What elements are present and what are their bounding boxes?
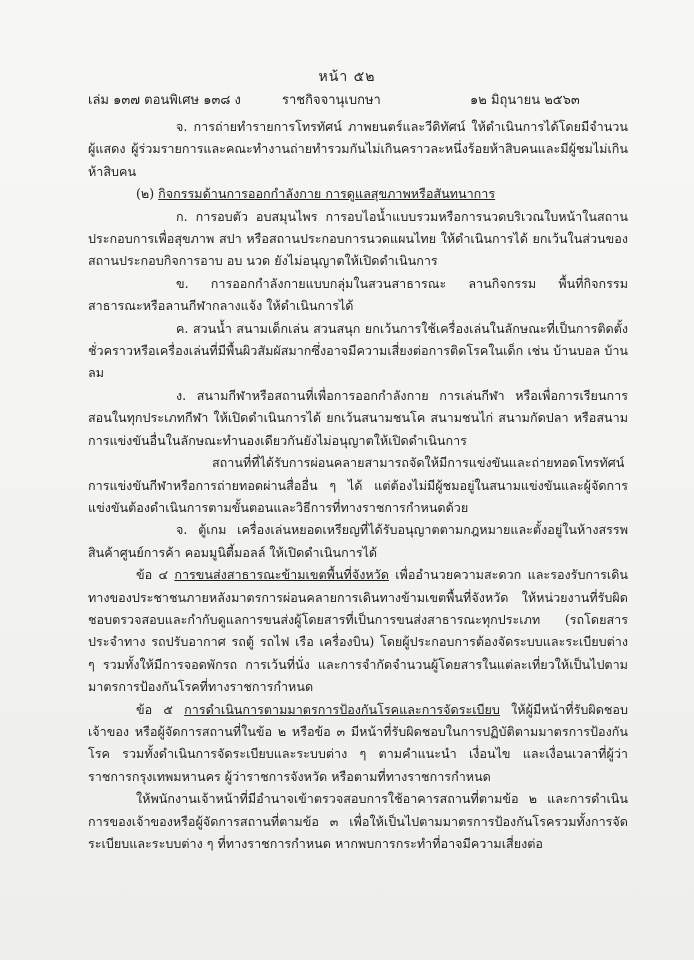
paragraph: [88, 519, 628, 564]
paragraph: [88, 206, 628, 273]
paragraph: [88, 788, 628, 855]
clause-heading: กิจกรรมด้านการออกกำลังกาย การดูแลสุขภาพหรือสันทนาการ: [158, 186, 496, 202]
clause-heading: การขนส่งสาธารณะข้ามเขตพื้นที่จังหวัด: [174, 567, 389, 583]
paragraph-text: จ. การถ่ายทำรายการโทรทัศน์ ภาพยนตร์และวีดิทัศน์ ให้ดำเนินการได้โดยมีจำนวนผู้แสดง ผู้ร่วมรายการและคณะทำงานถ่ายทำรวมกันไม่เกินคราวละหนึ่งร้อยห้าสิบคนและมีผู้ชมไม่เกินห้าสิบคน: [88, 119, 628, 179]
paragraph-text: ให้ผู้มีหน้าที่รับผิดชอบเจ้าของ หรือผู้จัดการสถานที่ในข้อ ๒ หรือข้อ ๓ มีหน้าที่รับผิดชอบในการปฏิบัติตามมาตรการป้องกันโรค รวมทั้งดำเนินการจัดระเบียบและระบบต่าง ๆ ตามคำแนะนำ เงื่อนไข และเงื่อนเวลาที่ผู้ว่าราชการกรุงเทพมหานคร ผู้ว่าราชการจังหวัด หรือตามที่ทางราชการกำหนด: [88, 701, 628, 784]
paragraph-text: สถานที่ที่ได้รับการผ่อนคลายสามารถจัดให้มีการแข่งขันและถ่ายทอดโทรทัศน์การแข่งขันกีฬาหรือการถ่ายทอดผ่านสื่ออื่น ๆ ได้ แต่ต้องไม่มีผู้ชมอยู่ในสนามแข่งขันและผู้จัดการแข่งขันต้องดำเนินการตามขั้นตอนและวิธีการที่ทางราชการกำหนดด้วย: [88, 455, 628, 515]
paragraph-text: ค. สวนน้ำ สนามเด็กเล่น สวนสนุก ยกเว้นการใช้เครื่องเล่นในลักษณะที่เป็นการติดตั้งชั่วคราวหรือเครื่องเล่นที่มีพื้นผิวสัมผัสมากซึ่งอาจมีความเสี่ยงต่อการติดโรคในเด็ก เช่น บ้านบอล บ้านลม: [88, 320, 628, 381]
paragraph-text: ง. สนามกีฬาหรือสถานที่เพื่อการออกกำลังกาย การเล่นกีฬา หรือเพื่อการเรียนการสอนในทุกประเภทกีฬา ให้เปิดดำเนินการได้ ยกเว้นสนามชนโค สนามชนไก่ สนามกัดปลา หรือสนามการแข่งขันอื่นในลักษณะทำนองเดียวกันยังไม่อนุญาตให้เปิดดำเนินการ: [88, 387, 628, 448]
paragraph: [88, 183, 628, 205]
paragraph: [88, 452, 628, 519]
clause-heading: การดำเนินการตามมาตรการป้องกันโรคและการจัดระเบียบ: [184, 701, 500, 717]
paragraph-text: ให้พนักงานเจ้าหน้าที่มีอำนาจเข้าตรวจสอบการใช้อาคารสถานที่ตามข้อ ๒ และการดำเนินการของเจ้าของหรือผู้จัดการสถานที่ตามข้อ ๓ เพื่อให้เป็นไปตามมาตรการป้องกันโรครวมทั้งการจัดระเบียบและระบบต่าง ๆ ที่ทางราชการกำหนด หากพบการกระทำที่อาจมีความเสี่ยงต่อ: [88, 791, 628, 851]
paragraph: [88, 273, 628, 318]
paragraph-text: จ. ตู้เกม เครื่องเล่นหยอดเหรียญที่ได้รับอนุญาตตามกฎหมายและตั้งอยู่ในห้างสรรพสินค้าศูนย์การค้า คอมมูนิตี้มอลล์ ให้เปิดดำเนินการได้: [88, 522, 628, 560]
page-number: หน้า ๕๒: [318, 69, 376, 85]
header-volume: เล่ม ๑๓๗ ตอนพิเศษ ๑๓๘ ง: [88, 93, 241, 108]
paragraph: [88, 385, 628, 452]
clause-number: ข้อ ๔: [136, 567, 175, 583]
paragraph: [88, 699, 628, 789]
document-body: [88, 116, 628, 855]
paragraph-text: ข. การออกกำลังกายแบบกลุ่มในสวนสาธารณะ ลานกิจกรรม พื้นที่กิจกรรมสาธารณะหรือลานกีฬากลางแจ้ง ให้ดำเนินการได้: [88, 275, 628, 314]
paragraph: [88, 116, 628, 183]
paragraph: [88, 318, 628, 385]
paragraph-text: ก. การอบตัว อบสมุนไพร การอบไอน้ำแบบรวมหรือการนวดบริเวณใบหน้าในสถานประกอบการเพื่อสุขภาพ สปา หรือสถานประกอบการนวดแผนไทย ให้ดำเนินการได้ ยกเว้นในส่วนของสถานประกอบกิจการอาบ อบ นวด ยังไม่อนุญาตให้เปิดดำเนินการ: [88, 208, 628, 269]
header-publication: ราชกิจจานุเบกษา: [282, 93, 381, 108]
clause-number: (๒): [136, 186, 159, 202]
paragraph: [88, 564, 628, 698]
header-date: ๑๒ มิถุนายน ๒๕๖๓: [470, 93, 580, 108]
clause-number: ข้อ ๕: [136, 701, 185, 717]
paragraph-text: เพื่ออำนวยความสะดวก และรองรับการเดินทางของประชาชนภายหลังมาตรการผ่อนคลายการเดินทางข้ามเขตพื้นที่จังหวัด ให้หน่วยงานที่รับผิดชอบตรวจสอบและกำกับดูแลการขนส่งผู้โดยสารที่เป็นการขนส่งสาธารณะทุกประเภท (รถโดยสารประจำทาง รถปรับอากาศ รถตู้ รถไฟ เรือ เครื่องบิน) โดยผู้ประกอบการต้องจัดระบบและระเบียบต่าง ๆ รวมทั้งให้มีการจอดพักรถ การเว้นที่นั่ง และการจำกัดจำนวนผู้โดยสารในแต่ละเที่ยวให้เป็นไปตามมาตรการป้องกันโรคที่ทางราชการกำหนด: [88, 567, 628, 695]
